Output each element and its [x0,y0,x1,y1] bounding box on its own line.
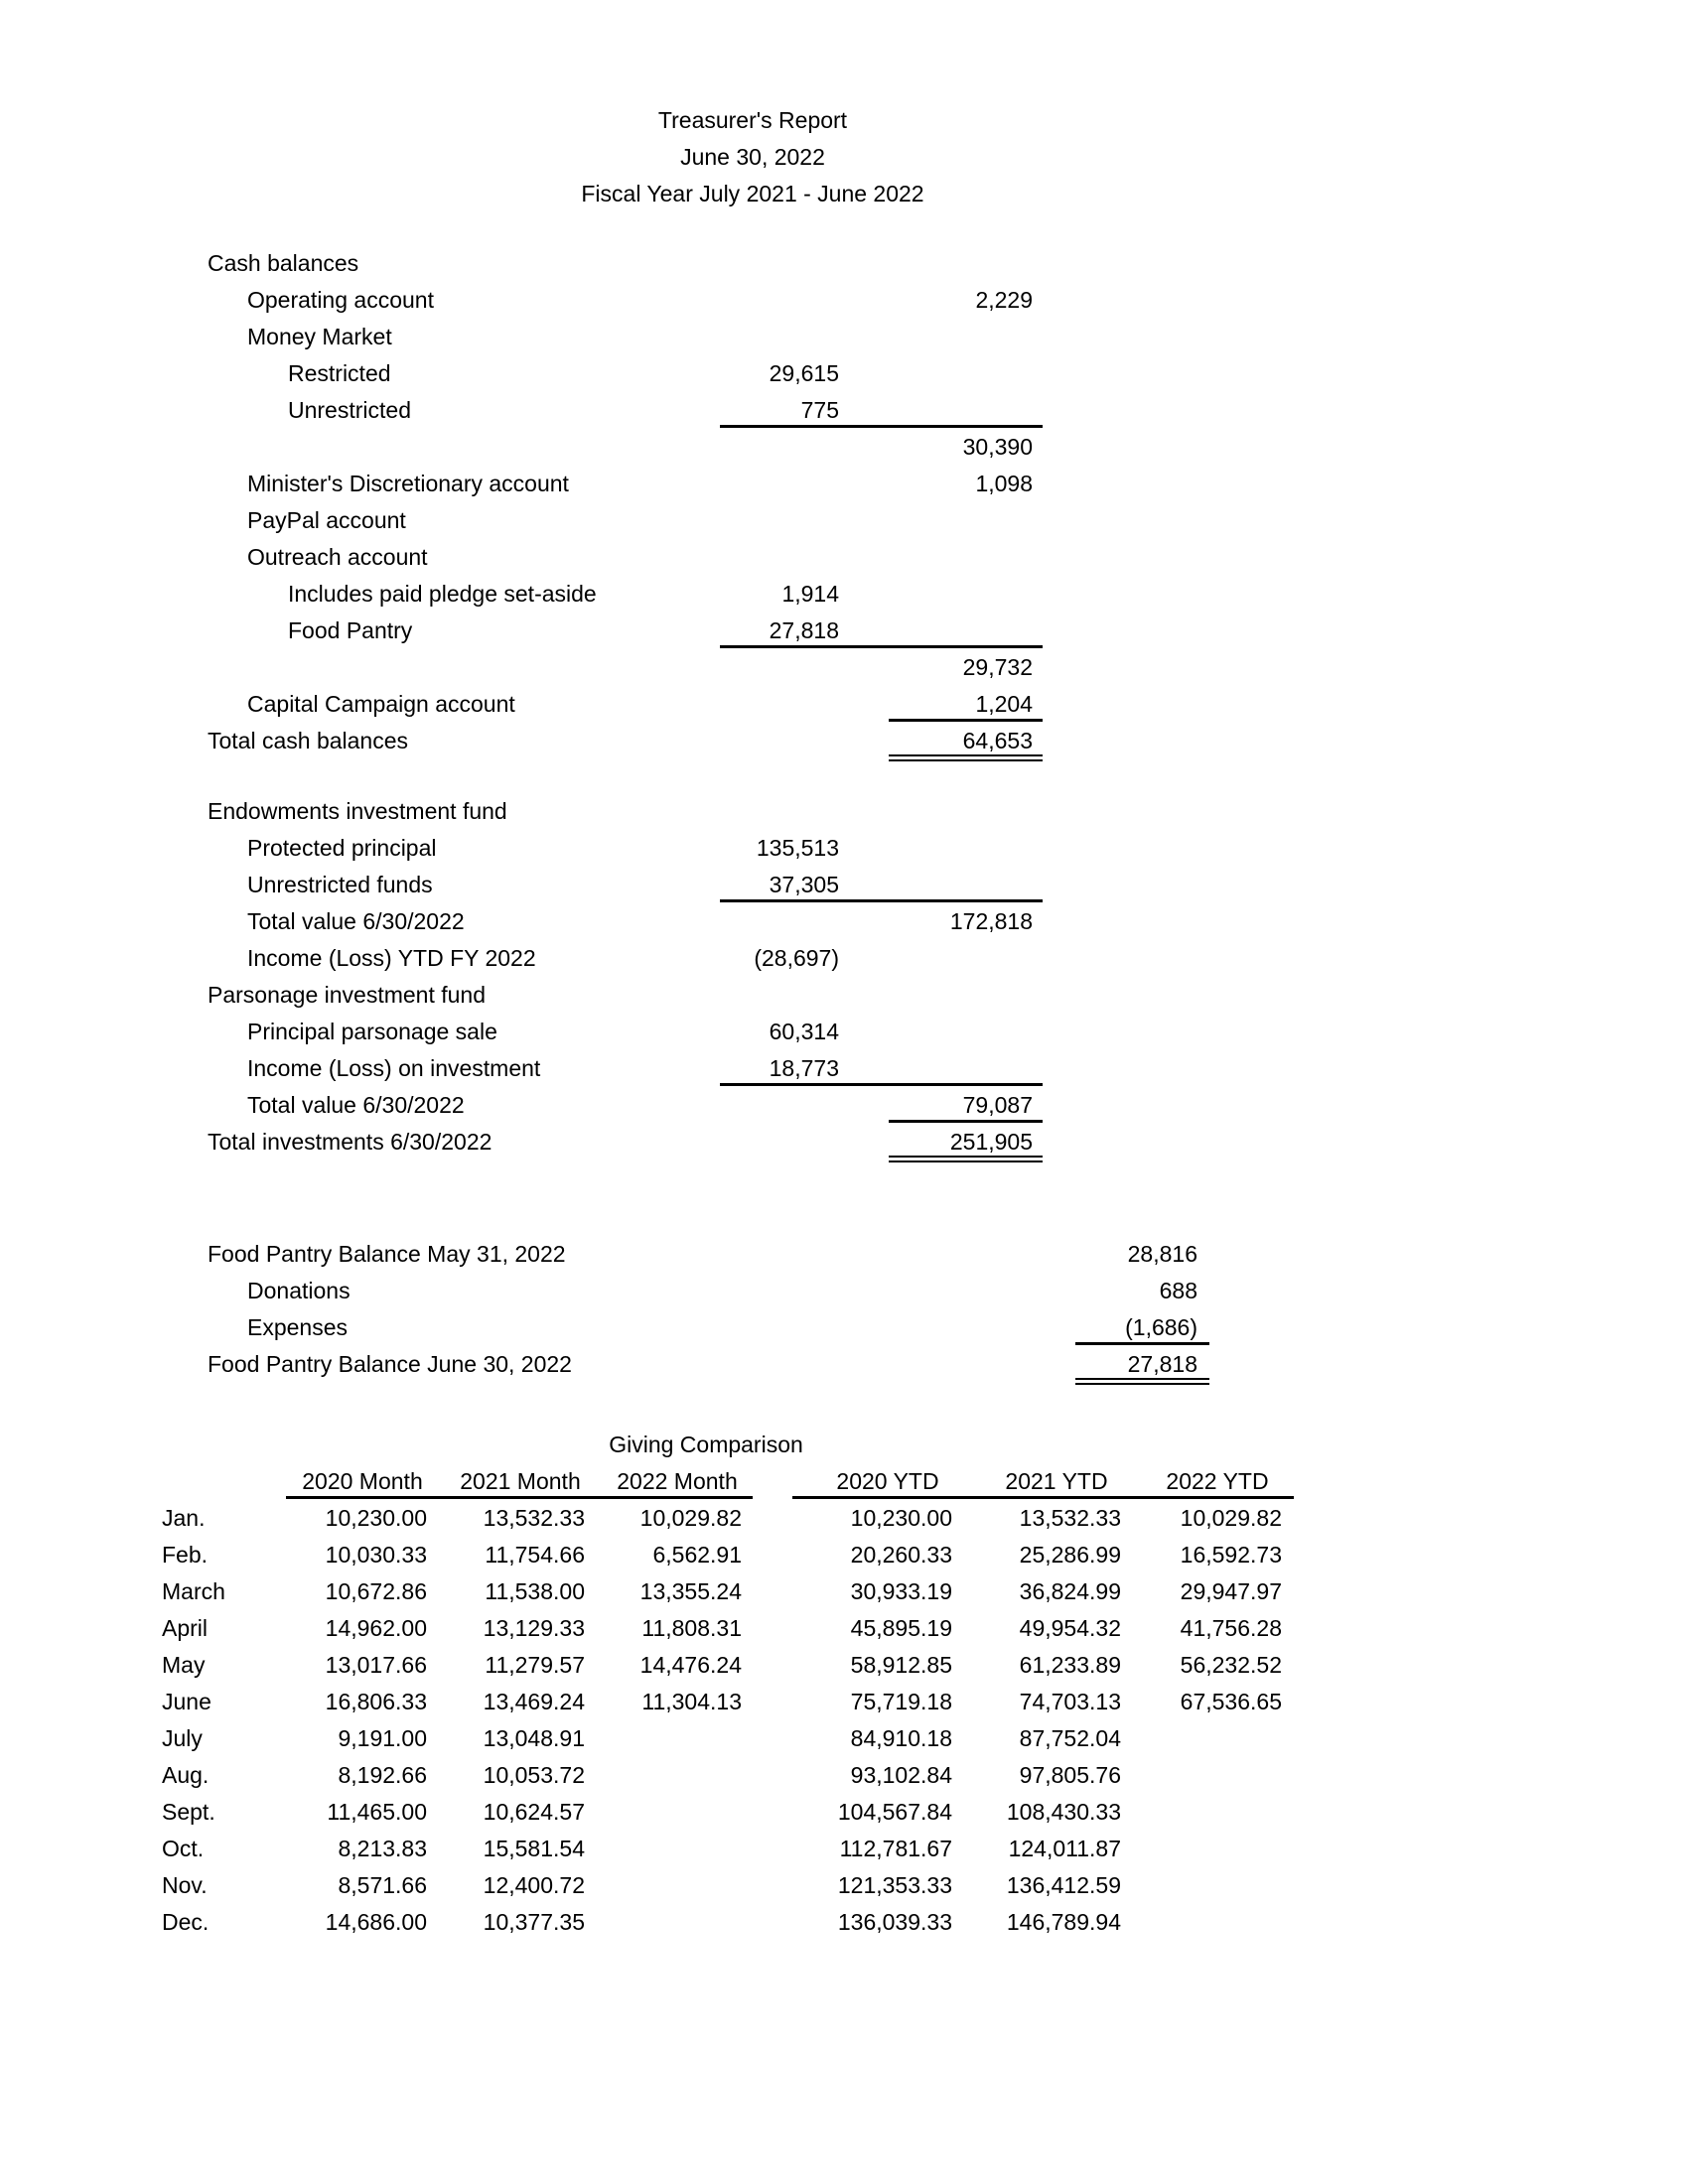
row-label: Operating account [247,287,434,313]
cell-2021-ytd: 36,824.99 [1019,1578,1121,1604]
amount-col-total: 29,732 [962,654,1033,680]
column-header-2021-month: 2021 Month [460,1468,581,1494]
row-label: Income (Loss) on investment [247,1055,541,1081]
cell-2021-month: 13,129.33 [483,1615,585,1641]
cell-2022-month: 14,476.24 [639,1652,742,1678]
cell-2022-ytd: 29,947.97 [1180,1578,1282,1604]
subtotal-rule [889,1120,1043,1123]
statement-row [0,282,1688,319]
row-label: Food Pantry Balance May 31, 2022 [208,1241,566,1267]
statement-row [0,355,1688,392]
statement-row [0,903,1688,940]
cell-2020-month: 8,213.83 [338,1836,427,1861]
table-row [0,1647,1688,1684]
month-label: Sept. [162,1799,215,1825]
cell-2021-ytd: 61,233.89 [1019,1652,1121,1678]
statement-row [0,1124,1688,1160]
cell-2021-month: 13,469.24 [483,1689,585,1714]
cell-2020-ytd: 121,353.33 [837,1872,952,1898]
cell-2022-ytd: 56,232.52 [1180,1652,1282,1678]
subtotal-rule [889,719,1043,722]
subtotal-rule [720,1083,1043,1086]
cell-2020-month: 14,686.00 [325,1909,427,1935]
row-label: Protected principal [247,835,437,861]
cell-2021-month: 10,624.57 [483,1799,585,1825]
cell-2020-ytd: 20,260.33 [850,1542,952,1568]
cell-2021-month: 11,538.00 [485,1578,585,1604]
cell-2021-month: 11,754.66 [485,1542,585,1568]
cell-2020-ytd: 10,230.00 [850,1505,952,1531]
cell-2020-month: 13,017.66 [325,1652,427,1678]
cell-2021-ytd: 97,805.76 [1019,1762,1121,1788]
row-label: Minister's Discretionary account [247,471,569,496]
subtotal-rule [720,899,1043,902]
food-pantry-row [0,1273,1688,1309]
cell-2021-ytd: 13,532.33 [1019,1505,1121,1531]
cell-2020-month: 11,465.00 [327,1799,427,1825]
cell-2021-ytd: 74,703.13 [1019,1689,1121,1714]
month-label: June [162,1689,211,1714]
row-label: Total value 6/30/2022 [247,1092,465,1118]
report-fiscal-year: Fiscal Year July 2021 - June 2022 [581,181,924,206]
table-row [0,1537,1688,1573]
table-row [0,1684,1688,1720]
report-title: Treasurer's Report [657,107,848,133]
report-title-block [0,0,1505,212]
header-rule-month-columns [286,1496,753,1499]
cell-2021-ytd: 87,752.04 [1019,1725,1121,1751]
amount-col-total: 79,087 [962,1092,1033,1118]
amount-col-inner: 135,513 [756,835,839,861]
amount-col-inner: 27,818 [769,617,839,643]
row-label: PayPal account [247,507,406,533]
table-row [0,1720,1688,1757]
food-pantry-row [0,1236,1688,1273]
giving-comparison-title: Giving Comparison [609,1432,803,1457]
section-heading: Endowments investment fund [208,798,507,824]
subtotal-rule [1075,1342,1209,1345]
cell-2020-ytd: 45,895.19 [850,1615,952,1641]
statement-row [0,539,1688,576]
cell-2021-ytd: 124,011.87 [1008,1836,1121,1861]
statement-row [0,793,1688,830]
month-label: April [162,1615,209,1641]
amount-col-total: 64,653 [962,728,1033,753]
food-pantry-row [0,1309,1688,1346]
cell-2020-ytd: 75,719.18 [850,1689,952,1714]
row-label: Donations [247,1278,351,1303]
row-label: Food Pantry [288,617,413,643]
total-double-rule [889,754,1043,761]
row-label: Outreach account [247,544,428,570]
amount-col-right: 688 [1159,1278,1197,1303]
cell-2021-ytd: 49,954.32 [1019,1615,1121,1641]
month-label: Oct. [162,1836,205,1861]
cell-2020-month: 10,030.33 [325,1542,427,1568]
month-label: Feb. [162,1542,209,1568]
cell-2020-month: 8,571.66 [338,1872,427,1898]
table-row [0,1500,1688,1537]
statement-row [0,1050,1688,1087]
total-label: Total cash balances [208,728,409,753]
total-double-rule [1075,1378,1209,1385]
statement-row [0,245,1688,282]
month-label: Nov. [162,1872,208,1898]
statement-row [0,649,1688,686]
cell-2022-month: 6,562.91 [652,1542,742,1568]
table-row [0,1794,1688,1831]
cell-2022-ytd: 10,029.82 [1180,1505,1282,1531]
statement-row [0,429,1688,466]
statement-row [0,1087,1688,1124]
amount-col-total: 1,098 [975,471,1033,496]
amount-col-inner: 775 [800,397,839,423]
cell-2020-month: 16,806.33 [325,1689,427,1714]
statement-row [0,613,1688,649]
cell-2021-month: 15,581.54 [483,1836,585,1861]
cell-2021-month: 10,377.35 [483,1909,585,1935]
cell-2021-month: 12,400.72 [483,1872,585,1898]
column-header-2020-month: 2020 Month [302,1468,423,1494]
month-label: July [162,1725,203,1751]
amount-col-total: 30,390 [962,434,1033,460]
row-label: Total value 6/30/2022 [247,908,465,934]
row-label: Unrestricted [288,397,411,423]
cell-2021-month: 13,048.91 [483,1725,585,1751]
food-pantry-row [0,1346,1688,1383]
cell-2021-ytd: 25,286.99 [1019,1542,1121,1568]
amount-col-inner: 1,914 [781,581,839,607]
row-label: Money Market [247,324,392,349]
amount-col-inner: 37,305 [769,872,839,897]
cell-2022-month: 11,808.31 [641,1615,742,1641]
column-header-2021-ytd: 2021 YTD [1005,1468,1108,1494]
cell-2020-month: 14,962.00 [325,1615,427,1641]
cell-2020-month: 10,230.00 [325,1505,427,1531]
table-row [0,1831,1688,1867]
amount-col-right: 27,818 [1127,1351,1197,1377]
statement-row [0,977,1688,1014]
amount-col-inner: 29,615 [769,360,839,386]
amount-col-total: 1,204 [975,691,1033,717]
amount-col-inner: 18,773 [769,1055,839,1081]
cell-2020-ytd: 58,912.85 [850,1652,952,1678]
table-row [0,1757,1688,1794]
row-label: Principal parsonage sale [247,1019,497,1044]
row-label: Unrestricted funds [247,872,433,897]
table-row [0,1573,1688,1610]
statement-row [0,576,1688,613]
cell-2021-month: 13,532.33 [483,1505,585,1531]
month-label: May [162,1652,206,1678]
month-label: Dec. [162,1909,210,1935]
cell-2020-ytd: 93,102.84 [850,1762,952,1788]
amount-col-inner: 60,314 [769,1019,839,1044]
statement-row [0,319,1688,355]
amount-col-total: 2,229 [975,287,1033,313]
statement-row [0,392,1688,429]
cell-2021-month: 10,053.72 [483,1762,585,1788]
amount-col-total: 172,818 [949,908,1033,934]
subtotal-rule [720,425,1043,428]
table-row [0,1610,1688,1647]
statement-row [0,466,1688,502]
month-label: Jan. [162,1505,206,1531]
cell-2022-ytd: 16,592.73 [1180,1542,1282,1568]
month-label: Aug. [162,1762,210,1788]
giving-comparison-title-row [0,1427,1688,1463]
amount-col-right: (1,686) [1125,1314,1197,1340]
statement-row [0,502,1688,539]
cell-2020-month: 10,672.86 [325,1578,427,1604]
table-row [0,1904,1688,1941]
total-label: Food Pantry Balance June 30, 2022 [208,1351,572,1377]
cell-2021-month: 11,279.57 [485,1652,585,1678]
cell-2022-ytd: 67,536.65 [1180,1689,1282,1714]
cell-2021-ytd: 146,789.94 [1006,1909,1121,1935]
statement-row [0,867,1688,903]
report-date: June 30, 2022 [680,144,825,170]
cell-2022-month: 11,304.13 [641,1689,742,1714]
header-rule-ytd-columns [792,1496,1294,1499]
amount-col-total: 251,905 [949,1129,1033,1155]
row-label: Income (Loss) YTD FY 2022 [247,945,536,971]
statement-row [0,1014,1688,1050]
cell-2022-ytd: 41,756.28 [1180,1615,1282,1641]
cell-2020-ytd: 136,039.33 [837,1909,952,1935]
column-header-2020-ytd: 2020 YTD [836,1468,939,1494]
total-label: Total investments 6/30/2022 [208,1129,492,1155]
statement-row [0,940,1688,977]
column-header-2022-ytd: 2022 YTD [1166,1468,1269,1494]
statement-row [0,686,1688,723]
cell-2020-ytd: 112,781.67 [839,1836,952,1861]
amount-col-inner: (28,697) [754,945,839,971]
statement-row [0,723,1688,759]
cell-2020-month: 9,191.00 [338,1725,427,1751]
cell-2020-ytd: 30,933.19 [850,1578,952,1604]
cell-2020-month: 8,192.66 [338,1762,427,1788]
row-label: Restricted [288,360,391,386]
giving-header-row [0,1463,1688,1500]
cell-2022-month: 13,355.24 [639,1578,742,1604]
cell-2020-ytd: 84,910.18 [850,1725,952,1751]
row-label: Expenses [247,1314,349,1340]
cell-2020-ytd: 104,567.84 [837,1799,952,1825]
row-label: Capital Campaign account [247,691,515,717]
statement-row [0,830,1688,867]
table-row [0,1867,1688,1904]
cell-2022-month: 10,029.82 [639,1505,742,1531]
cell-2021-ytd: 136,412.59 [1006,1872,1121,1898]
section-heading: Cash balances [208,250,359,276]
subtotal-rule [720,645,1043,648]
month-label: March [162,1578,225,1604]
row-label: Includes paid pledge set-aside [288,581,597,607]
total-double-rule [889,1156,1043,1162]
cell-2021-ytd: 108,430.33 [1006,1799,1121,1825]
section-heading: Parsonage investment fund [208,982,487,1008]
column-header-2022-month: 2022 Month [617,1468,738,1494]
amount-col-right: 28,816 [1127,1241,1197,1267]
